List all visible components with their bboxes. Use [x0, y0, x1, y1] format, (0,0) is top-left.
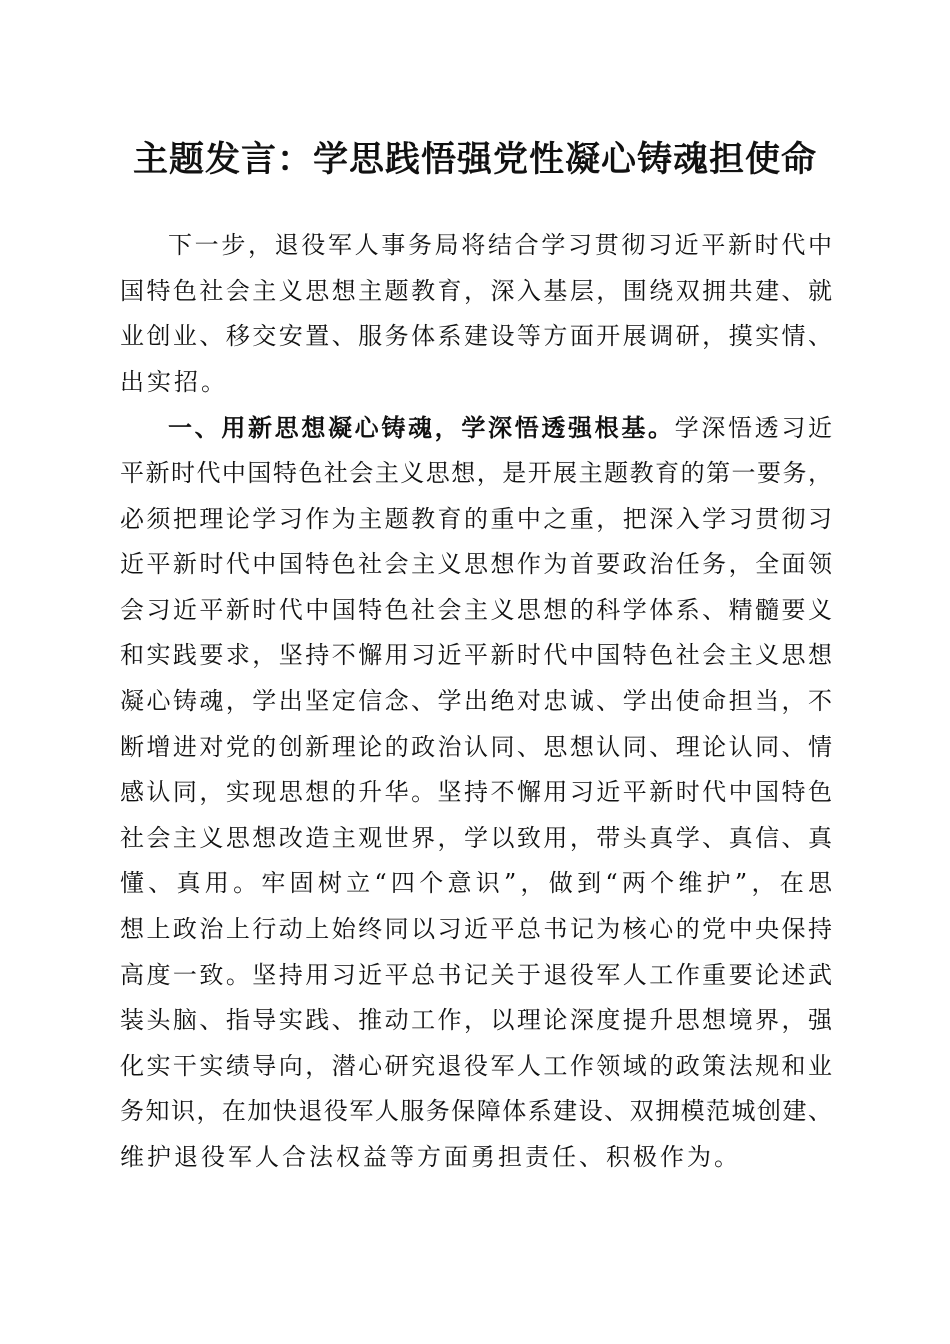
- text-line: 务知识，在加快退役军人服务保障体系建设、双拥模范城创建、: [120, 1097, 832, 1126]
- text-line: 社会主义思想改造主观世界，学以致用，带头真学、真信、真: [120, 823, 832, 852]
- text-line: 近平新时代中国特色社会主义思想作为首要政治任务，全面领: [120, 550, 832, 579]
- text-line: 出实招。: [120, 367, 228, 396]
- text-line: 平新时代中国特色社会主义思想，是开展主题教育的第一要务，: [120, 458, 832, 487]
- paragraph-section-one: [120, 405, 832, 1180]
- section-heading: 一、用新思想凝心铸魂，学深悟透强根基。: [168, 413, 675, 443]
- paragraph-intro: [120, 223, 832, 405]
- document-title: 主题发言：学思践悟强党性凝心铸魂担使命: [132, 139, 817, 180]
- text-line: 国特色社会主义思想主题教育，深入基层，围绕双拥共建、就: [120, 276, 832, 305]
- document-body: [120, 223, 832, 1180]
- text-line: 下一步，退役军人事务局将结合学习贯彻习近平新时代中: [168, 231, 832, 259]
- text-line: 高度一致。坚持用习近平总书记关于退役军人工作重要论述武: [120, 960, 832, 989]
- text-run: 学深悟透习近: [674, 414, 833, 443]
- text-line: 会习近平新时代中国特色社会主义思想的科学体系、精髓要义: [120, 595, 832, 624]
- text-line: 化实干实绩导向，潜心研究退役军人工作领域的政策法规和业: [120, 1051, 832, 1080]
- text-line: 和实践要求，坚持不懈用习近平新时代中国特色社会主义思想: [120, 641, 832, 670]
- text-line: 凝心铸魂，学出坚定信念、学出绝对忠诚、学出使命担当，不: [120, 686, 832, 715]
- text-line: 业创业、移交安置、服务体系建设等方面开展调研，摸实情、: [120, 322, 832, 351]
- text-line: 装头脑、指导实践、推动工作，以理论深度提升思想境界，强: [120, 1006, 832, 1035]
- text-line: 想上政治上行动上始终同以习近平总书记为核心的党中央保持: [120, 914, 832, 943]
- text-line: 维护退役军人合法权益等方面勇担责任、积极作为。: [120, 1142, 741, 1171]
- text-line: 必须把理论学习作为主题教育的重中之重，把深入学习贯彻习: [120, 504, 832, 533]
- text-line: [120, 405, 832, 451]
- text-line: 懂、真用。牢固树立“四个意识”，做到“两个维护”，在思: [120, 869, 832, 898]
- text-line: 断增进对党的创新理论的政治认同、思想认同、理论认同、情: [120, 732, 832, 761]
- text-line: 感认同，实现思想的升华。坚持不懈用习近平新时代中国特色: [120, 778, 832, 807]
